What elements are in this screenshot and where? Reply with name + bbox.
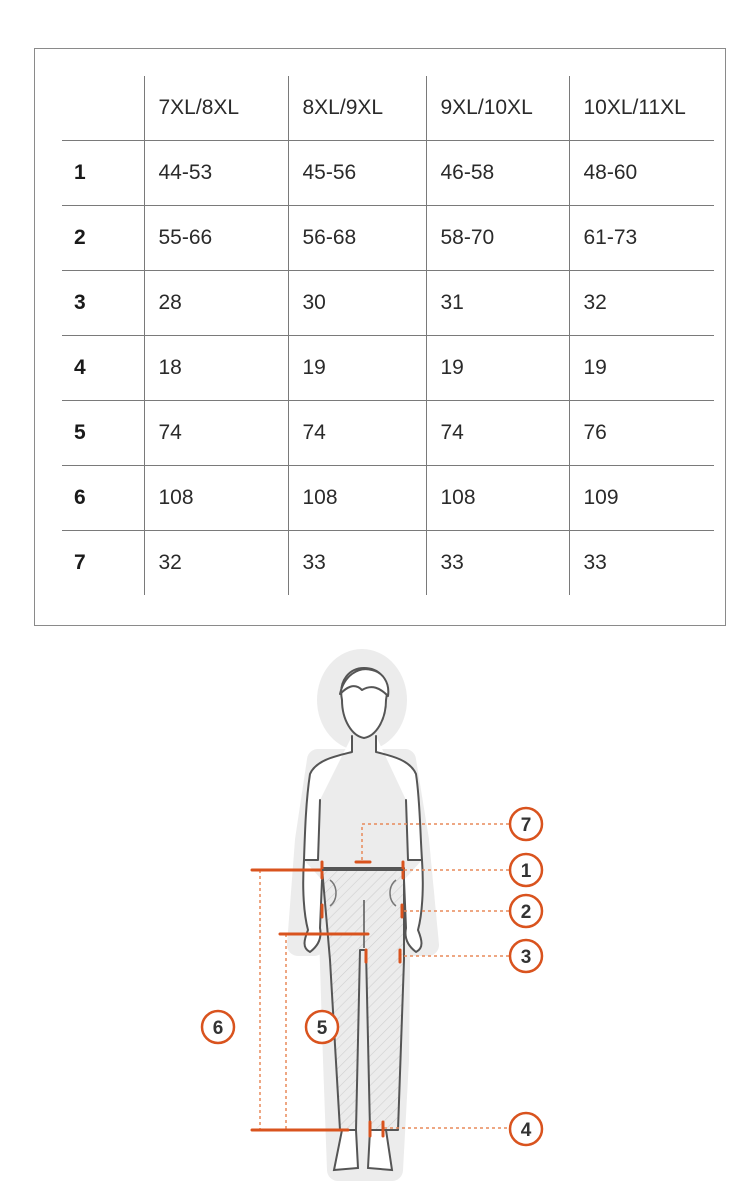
- table-cell: 33: [288, 531, 426, 596]
- marker-6: [202, 1011, 234, 1043]
- table-cell: 19: [426, 336, 569, 401]
- table-cell: 33: [426, 531, 569, 596]
- row-number: 5: [62, 401, 144, 466]
- header-cell-size: 10XL/11XL: [569, 76, 714, 141]
- table-cell: 108: [426, 466, 569, 531]
- marker-label: 6: [212, 1018, 224, 1039]
- header-cell-empty: [62, 76, 144, 141]
- marker-label: 1: [520, 861, 532, 882]
- row-number: 3: [62, 271, 144, 336]
- table-cell: 55-66: [144, 206, 288, 271]
- table-row: [62, 531, 714, 596]
- marker-3: [510, 940, 542, 972]
- table-cell: 33: [569, 531, 714, 596]
- table-cell: 44-53: [144, 141, 288, 206]
- marker-label: 2: [520, 902, 532, 923]
- table-cell: 74: [144, 401, 288, 466]
- size-chart-table: [62, 76, 714, 595]
- row-number: 6: [62, 466, 144, 531]
- table-cell: 30: [288, 271, 426, 336]
- table-cell: 28: [144, 271, 288, 336]
- table-cell: 74: [426, 401, 569, 466]
- table-cell: 61-73: [569, 206, 714, 271]
- marker-5: [306, 1011, 338, 1043]
- marker-label: 7: [520, 815, 532, 836]
- row-number: 1: [62, 141, 144, 206]
- table-cell: 45-56: [288, 141, 426, 206]
- header-cell-size: 8XL/9XL: [288, 76, 426, 141]
- table-cell: 32: [144, 531, 288, 596]
- row-number: 4: [62, 336, 144, 401]
- table-cell: 46-58: [426, 141, 569, 206]
- marker-1: [510, 854, 542, 886]
- table-cell: 56-68: [288, 206, 426, 271]
- table-cell: 74: [288, 401, 426, 466]
- marker-4: [510, 1113, 542, 1145]
- table-cell: 19: [569, 336, 714, 401]
- marker-2: [510, 895, 542, 927]
- marker-label: 5: [316, 1018, 328, 1039]
- header-cell-size: 7XL/8XL: [144, 76, 288, 141]
- size-table-frame: [34, 48, 726, 626]
- measurement-diagram: [0, 640, 754, 1200]
- table-cell: 31: [426, 271, 569, 336]
- marker-7: [510, 808, 542, 840]
- table-cell: 108: [144, 466, 288, 531]
- table-row: [62, 206, 714, 271]
- table-cell: 18: [144, 336, 288, 401]
- marker-label: 3: [520, 947, 532, 968]
- table-cell: 48-60: [569, 141, 714, 206]
- table-row: [62, 141, 714, 206]
- table-cell: 58-70: [426, 206, 569, 271]
- table-cell: 19: [288, 336, 426, 401]
- marker-label: 4: [520, 1120, 532, 1141]
- header-cell-size: 9XL/10XL: [426, 76, 569, 141]
- table-row: [62, 271, 714, 336]
- table-cell: 108: [288, 466, 426, 531]
- row-number: 7: [74, 551, 86, 574]
- table-cell: 76: [569, 401, 714, 466]
- table-cell: 32: [569, 271, 714, 336]
- row-number: 2: [62, 206, 144, 271]
- table-row: [62, 401, 714, 466]
- table-row: [62, 336, 714, 401]
- table-cell: 109: [569, 466, 714, 531]
- table-row: [62, 466, 714, 531]
- table-header-row: [62, 76, 714, 141]
